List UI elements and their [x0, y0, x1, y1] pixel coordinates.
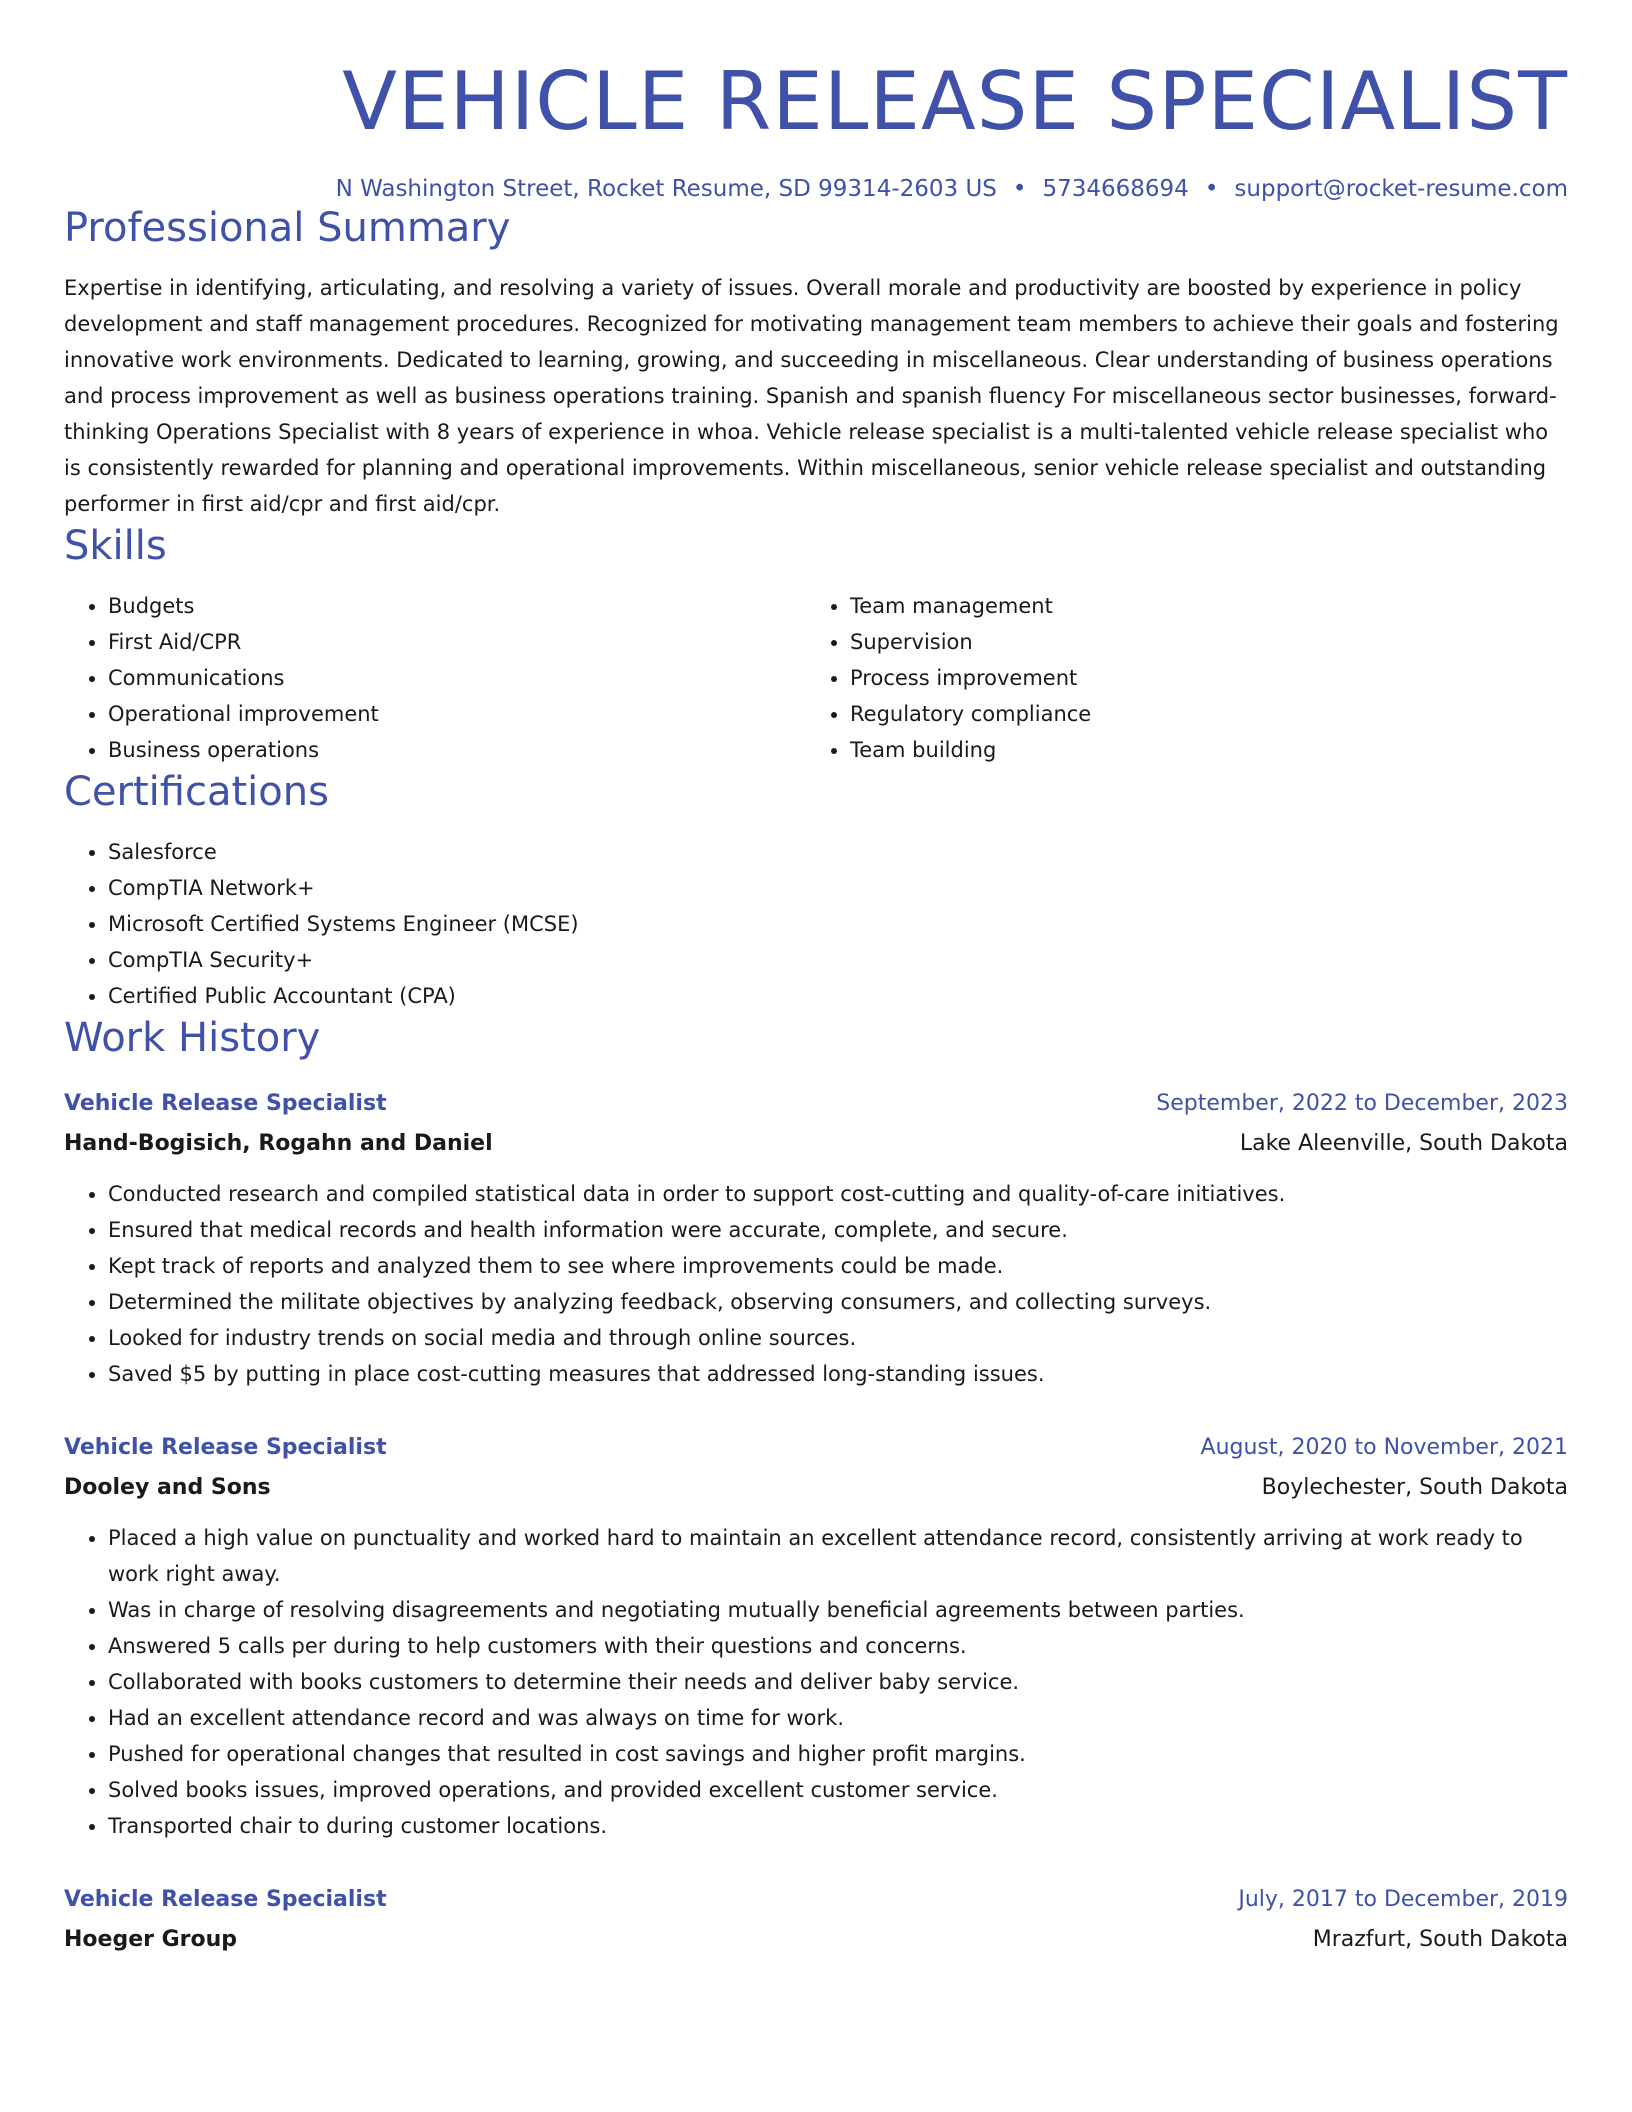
job-dates: July, 2017 to December, 2019 [1238, 1886, 1568, 1912]
contact-separator: • [1204, 176, 1219, 202]
skill-item: • Business operations [108, 732, 806, 768]
job-entry [64, 1882, 1568, 1958]
job-bullet: • Ensured that medical records and health information were accurate, complete, and secure. [108, 1212, 1568, 1248]
job-bullet: • Saved $5 by putting in place cost-cutting measures that addressed long-standing issues. [108, 1356, 1568, 1392]
job-header [64, 1086, 1568, 1122]
summary-text: Expertise in identifying, articulating, and resolving a variety of issues. Overall morale and productivity are boosted by experience in policy development and staff management procedures. Recognized for motivating management team members to achieve their goals and fostering innovative work environments. Dedicated to learning, growing, and succeeding in miscellaneous. Clear understanding of business operations and process improvement as well as business operations training. Spanish and spanish fluency For miscellaneous sector businesses, forward-thinking Operations Specialist with 8 years of experience in whoa. Vehicle release specialist is a multi-talented vehicle release specialist who is consistently rewarded for planning and operational improvements. Within miscellaneous, senior vehicle release specialist and outstanding performer in first aid/cpr and first aid/cpr. [64, 275, 1559, 516]
job-company: Hoeger Group [64, 1926, 238, 1952]
certification-item: • Microsoft Certified Systems Engineer (MCSE) [108, 906, 1568, 942]
job-bullet: • Conducted research and compiled statistical data in order to support cost-cutting and quality-of-care initiatives. [108, 1176, 1568, 1212]
job-subheader [64, 1922, 1568, 1958]
certification-item: • CompTIA Security+ [108, 942, 1568, 978]
skills-column-right [806, 588, 1548, 768]
job-location: Lake Aleenville, South Dakota [1239, 1130, 1568, 1156]
work-history-heading: Work History [64, 1014, 321, 1061]
contact-email: support@rocket-resume.com [1234, 176, 1568, 202]
contact-line [64, 176, 1568, 204]
job-bullet: • Collaborated with books customers to determine their needs and deliver baby service. [108, 1664, 1568, 1700]
skill-item: • Communications [108, 660, 806, 696]
skill-item: • Budgets [108, 588, 806, 624]
job-bullet: • Was in charge of resolving disagreements and negotiating mutually beneficial agreements between parties. [108, 1592, 1568, 1628]
certification-item: • Salesforce [108, 834, 1568, 870]
job-header [64, 1430, 1568, 1466]
certification-item: • Certified Public Accountant (CPA) [108, 978, 1568, 1014]
skill-item: • Team building [850, 732, 1548, 768]
job-location: Boylechester, South Dakota [1261, 1474, 1568, 1500]
summary-heading: Professional Summary [64, 204, 511, 251]
certification-item: • CompTIA Network+ [108, 870, 1568, 906]
job-bullet: • Answered 5 calls per during to help customers with their questions and concerns. [108, 1628, 1568, 1664]
skills-list-left [64, 588, 806, 768]
job-company: Hand-Bogisich, Rogahn and Daniel [64, 1130, 493, 1156]
skills-grid [64, 588, 1568, 768]
job-bullet: • Solved books issues, improved operations, and provided excellent customer service. [108, 1772, 1568, 1808]
skill-item: • Process improvement [850, 660, 1548, 696]
job-title: Vehicle Release Specialist [64, 1886, 387, 1912]
job-bullet-list [64, 1520, 1568, 1844]
job-bullet-list [64, 1176, 1568, 1392]
certifications-heading: Certifications [64, 768, 329, 815]
skills-heading: Skills [64, 522, 167, 569]
contact-phone: 5734668694 [1042, 176, 1189, 202]
job-dates: September, 2022 to December, 2023 [1156, 1090, 1568, 1116]
skill-item: • Team management [850, 588, 1548, 624]
job-bullet: • Transported chair to during customer locations. [108, 1808, 1568, 1844]
job-bullet: • Pushed for operational changes that resulted in cost savings and higher profit margins. [108, 1736, 1568, 1772]
job-header [64, 1882, 1568, 1918]
job-bullet: • Looked for industry trends on social media and through online sources. [108, 1320, 1568, 1356]
certifications-list [64, 834, 1568, 1014]
job-title: Vehicle Release Specialist [64, 1434, 387, 1460]
skills-list-right [806, 588, 1548, 768]
contact-separator: • [1012, 176, 1027, 202]
resume-title: VEHICLE RELEASE SPECIALIST [342, 55, 1568, 148]
skill-item: • Supervision [850, 624, 1548, 660]
job-bullet: • Had an excellent attendance record and was always on time for work. [108, 1700, 1568, 1736]
job-location: Mrazfurt, South Dakota [1312, 1926, 1568, 1952]
job-company: Dooley and Sons [64, 1474, 271, 1500]
job-bullet: • Kept track of reports and analyzed them to see where improvements could be made. [108, 1248, 1568, 1284]
job-subheader [64, 1470, 1568, 1506]
job-dates: August, 2020 to November, 2021 [1200, 1434, 1568, 1460]
contact-address: N Washington Street, Rocket Resume, SD 99314-2603 US [335, 176, 997, 202]
job-entry [64, 1430, 1568, 1844]
skills-column-left [64, 588, 806, 768]
job-bullet: • Determined the militate objectives by analyzing feedback, observing consumers, and collecting surveys. [108, 1284, 1568, 1320]
job-subheader [64, 1126, 1568, 1162]
job-bullet: • Placed a high value on punctuality and worked hard to maintain an excellent attendance record, consistently arriving at work ready to work right away. [108, 1520, 1568, 1592]
skill-item: • Operational improvement [108, 696, 806, 732]
job-entry [64, 1086, 1568, 1392]
skill-item: • First Aid/CPR [108, 624, 806, 660]
skill-item: • Regulatory compliance [850, 696, 1548, 732]
job-title: Vehicle Release Specialist [64, 1090, 387, 1116]
resume-page [64, 0, 1568, 1958]
